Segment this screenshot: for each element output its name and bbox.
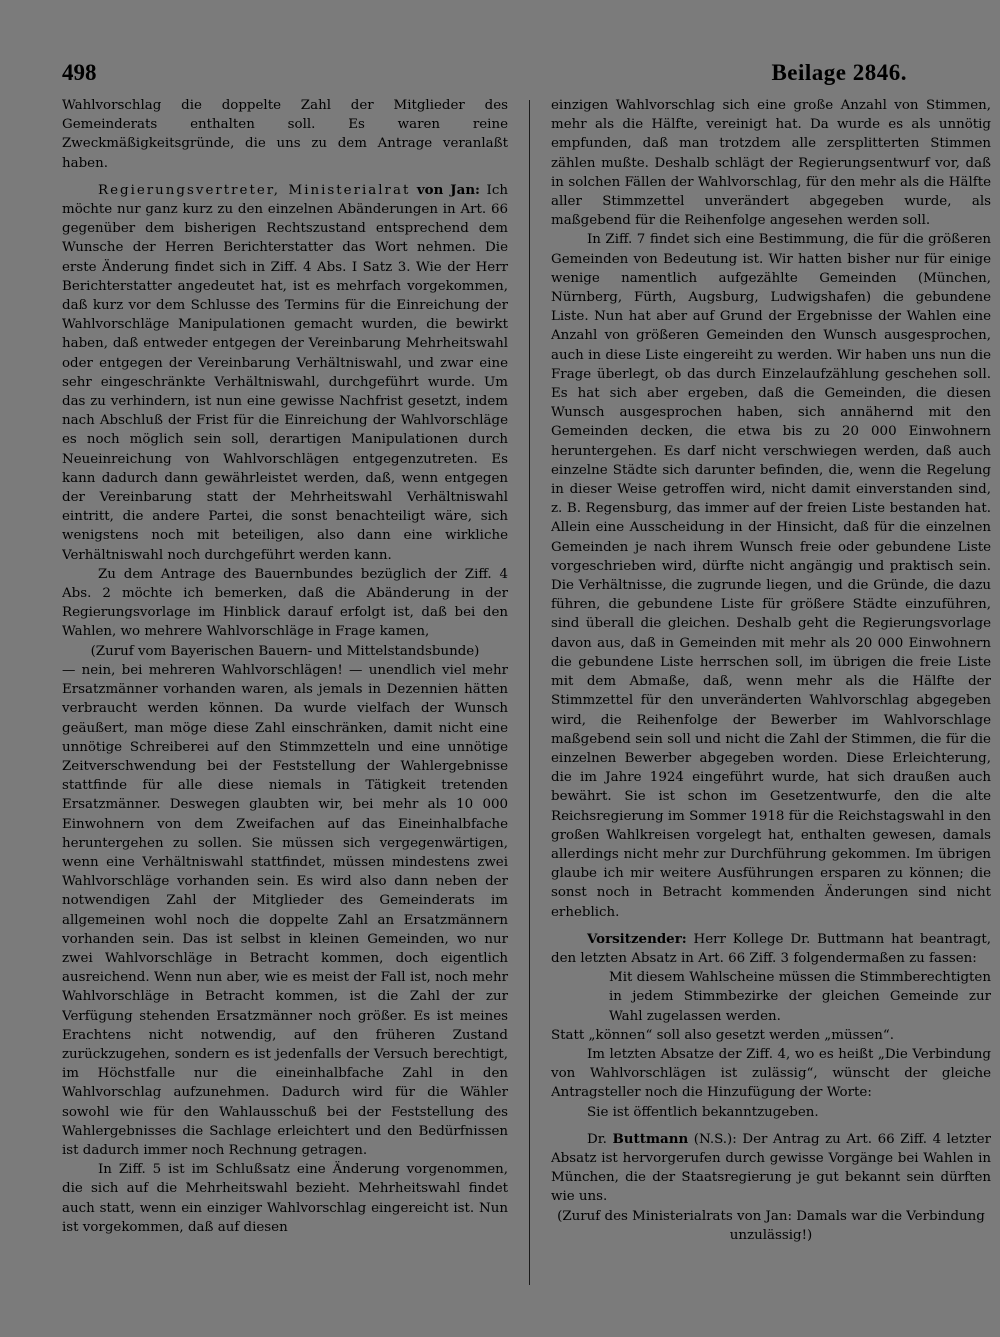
speaker-name: von Jan:: [416, 181, 480, 198]
column-divider: [529, 100, 530, 1285]
paragraph: einzigen Wahlvorschlag sich eine große Anzahl von Stimmen, mehr als die Hälfte, vereinigt hat. Da wurde es als unnötig empfunden, daß man trotzdem alle zersplitterten Stimmen zählen mußte. Deshalb schlägt der Regierungsentwurf vor, daß in solchen Fällen der Wahlvorschlag, für den mehr als die Hälfte aller Stimmzettel unverändert abgegeben wurde, als maßgebend für die Reihenfolge angesehen werden soll.: [551, 98, 991, 229]
paragraph: In Ziff. 5 ist im Schlußsatz eine Änderung vorgenommen, die sich auf die Mehrheitswahl bezieht. Mehrheitswahl findet auch statt, wenn ein einziger Wahlvorschlag eingereicht ist. Nun ist vorgekommen, daß auf diesen: [62, 1162, 508, 1235]
interjection: (Zuruf vom Bayerischen Bauern- und Mittelstandsbunde): [90, 643, 480, 659]
speaker-title: Dr.: [587, 1131, 607, 1147]
running-title: Beilage 2846.: [771, 60, 907, 85]
speech-text: Ich möchte nur ganz kurz zu den einzelnen Abänderungen in Art. 66 gegenüber dem bisherigen Rechtszustand entsprechend dem Wunsche der Herren Berichterstatter das Wort nehmen. Die erste Änderung findet sich in Ziff. 4 Abs. I Satz 3. Wie der Herr Berichterstatter angedeutet hat, ist es mehrfach vorgekommen, daß kurz vor dem Schlusse des Termins für die Einreichung der Wahlvorschläge Manipulationen gemacht wurden, die bewirkt haben, daß entweder entgegen der Vereinbarung Mehrheitswahl oder entgegen der Vereinbarung Verhältniswahl, und zwar eine sehr eingeschränkte Verhältniswahl, durchgeführt wurde. Um das zu verhindern, ist nun eine gewisse Nachfrist gesetzt, indem nach Abschluß der Frist für die Einreichung der Wahlvorschläge es noch möglich sein soll, derartigen Manipulationen durch Neueinreichung von Wahlvorschlägen entgegenzutreten. Es kann dadurch dann gewährleistet werden, daß, wenn entgegen der Vereinbarung statt der Mehrheitswahl Verhältniswahl eintritt, die andere Partei, die sonst benachteiligt wäre, sich wenigstens noch mit beteiligen, also dann eine wirkliche Verhältniswahl noch durchgeführt werden kann.: [62, 182, 508, 563]
quoted-text: Mit diesem Wahlscheine müssen die Stimmberechtigten in jedem Stimmbezirke der gleichen Gemeinde zur Wahl zugelassen werden.: [609, 970, 991, 1024]
quoted-text: Sie ist öffentlich bekanntzugeben.: [587, 1104, 819, 1120]
left-column: [62, 96, 508, 1286]
speaker-name: Vorsitzender:: [587, 930, 687, 947]
speech-paragraph: [62, 181, 508, 565]
paragraph: Zu dem Antrage des Bauernbundes bezüglich der Ziff. 4 Abs. 2 möchte ich bemerken, daß die Abänderung in der Regierungsvorlage im Hinblick darauf erfolgt ist, daß bei den Wahlen, wo mehrere Wahlvorschläge in Frage kamen,: [62, 566, 508, 640]
right-column: [551, 96, 991, 1286]
page-header: [62, 60, 907, 90]
speech-text: Herr Kollege Dr. Buttmann hat beantragt, den letzten Absatz in Art. 66 Ziff. 3 folgendermaßen zu fassen:: [551, 931, 991, 966]
paragraph: Wahlvorschlag die doppelte Zahl der Mitglieder des Gemeinderats enthalten soll. Es waren reine Zweckmäßigkeitsgründe, die uns zu dem Antrage veranlaßt haben.: [62, 98, 508, 171]
interjection: (Zuruf des Ministerialrats von Jan: Damals war die Verbindung unzulässig!): [557, 1208, 985, 1243]
paragraph: Statt „können“ soll also gesetzt werden „müssen“.: [551, 1027, 894, 1043]
speech-text: (N.S.): Der Antrag zu Art. 66 Ziff. 4 letzter Absatz ist hervorgerufen durch gewisse Vorgänge bei Wahlen in München, die der Staatsregierung je gut bekannt sein dürften wie uns.: [551, 1131, 991, 1205]
speech-paragraph: [551, 930, 991, 968]
paragraph: In Ziff. 7 findet sich eine Bestimmung, die für die größeren Gemeinden von Bedeutung ist. Wir hatten bisher nur für einige wenige namentlich aufgezählte Gemeinden (München, Nürnberg, Fürth, Augsburg, Ludwigshafen) die gebundene Liste. Nun hat aber auf Grund der Ergebnisse der Wahlen eine Anzahl von größeren Gemeinden den Wunsch ausgesprochen, auch in diese Liste eingereiht zu werden. Wir haben uns nun die Frage überlegt, ob das durch Einzelaufzählung geschehen soll. Es hat sich aber ergeben, daß die Gemeinden, die diesen Wunsch ausgesprochen haben, sich annähernd mit den Gemeinden decken, die etwa bis zu 20 000 Einwohnern heruntergehen. Es darf nicht verschwiegen werden, daß auch einzelne Städte sich darunter befinden, die, wenn die Regelung in dieser Weise getroffen wird, nicht damit einverstanden sind, z. B. Regensburg, das immer auf der freien Liste bestanden hat. Allein eine Ausscheidung in der Hinsicht, daß für die einzelnen Gemeinden je nach ihrem Wunsch freie oder gebundene Liste vorgeschrieben wird, dürfte nicht angängig und praktisch sein. Die Verhältnisse, die zugrunde liegen, und die Gründe, die dazu führen, die gebundene Liste für größere Städte einzuführen, sind überall die gleichen. Deshalb geht die Regierungsvorlage davon aus, daß in Gemeinden mit mehr als 20 000 Einwohnern die gebundene Liste herrschen soll, im übrigen die freie Liste mit dem Abmaße, daß, wenn mehr als die Hälfte der Stimmzettel für den unveränderten Wahlvorschlag abgegeben wird, die Reihenfolge der Bewerber im Wahlvorschlage maßgebend sein soll und nicht die Zahl der Stimmen, die für die einzelnen Bewerber abgegeben worden. Diese Erleichterung, die im Jahre 1924 eingeführt wurde, hat sich draußen auch bewährt. Sie ist schon im Gesetzentwurfe, den die alte Reichsregierung im Sommer 1918 für die Reichstagswahl in den großen Wahlkreisen vorgelegt hat, enthalten gewesen, damals allerdings nicht mehr zur Durchführung gekommen. Im übrigen glaube ich mir weitere Ausführungen ersparen zu können; die sonst noch in Betracht kommenden Änderungen sind nicht erheblich.: [551, 232, 991, 920]
paragraph: — nein, bei mehreren Wahlvorschlägen! — unendlich viel mehr Ersatzmänner vorhanden waren, als jemals in Dezennien hätten verbraucht werden können. Da wurde vielfach der Wunsch geäußert, man möge diese Zahl einschränken, damit nicht eine unnötige Schreiberei auf den Stimmzetteln und eine unnötige Zeitverschwendung bei der Feststellung der Wahlergebnisse stattfinde für alle diese niemals in Tätigkeit tretenden Ersatzmänner. Deswegen glaubten wir, bei mehr als 10 000 Einwohnern von dem Zweifachen auf das Eineinhalbfache heruntergehen zu sollen. Sie müssen sich vergegenwärtigen, wenn eine Verhältniswahl stattfindet, müssen mindestens zwei Wahlvorschläge vorhanden sein. Es wird also dann neben der notwendigen Zahl der Mitglieder des Gemeinderats im allgemeinen wohl noch die doppelte Zahl an Ersatzmännern vorhanden sein. Das ist selbst in kleinen Gemeinden, wo nur zwei Wahlvorschläge in Betracht kommen, doch eigentlich ausreichend. Wenn nun aber, wie es meist der Fall ist, noch mehr Wahlvorschläge in Betracht kommen, ist die Zahl der zur Verfügung stehenden Ersatzmänner noch größer. Es ist meines Erachtens nicht notwendig, auf den früheren Zustand zurückzugehen, sondern es ist jedenfalls der Versuch berechtigt, im Höchstfalle nur die eineinhalbfache Zahl in den Wahlvorschlag aufzunehmen. Dadurch wird für die Wähler sowohl wie für den Wahlausschuß bei der Feststellung des Wahlergebnisses die Sachlage erleichtert und den Bedürfnissen ist dadurch immer noch Rechnung getragen.: [62, 662, 508, 1158]
paragraph: Im letzten Absatze der Ziff. 4, wo es heißt „Die Verbindung von Wahlvorschlägen ist zulässig“, wünscht der gleiche Antragsteller noch die Hinzufügung der Worte:: [551, 1046, 991, 1101]
page-number: 498: [62, 60, 97, 85]
speech-paragraph: [551, 1130, 991, 1207]
speaker-role: Regierungsvertreter, Ministerialrat: [98, 182, 411, 198]
speaker-name: Buttmann: [612, 1130, 689, 1147]
